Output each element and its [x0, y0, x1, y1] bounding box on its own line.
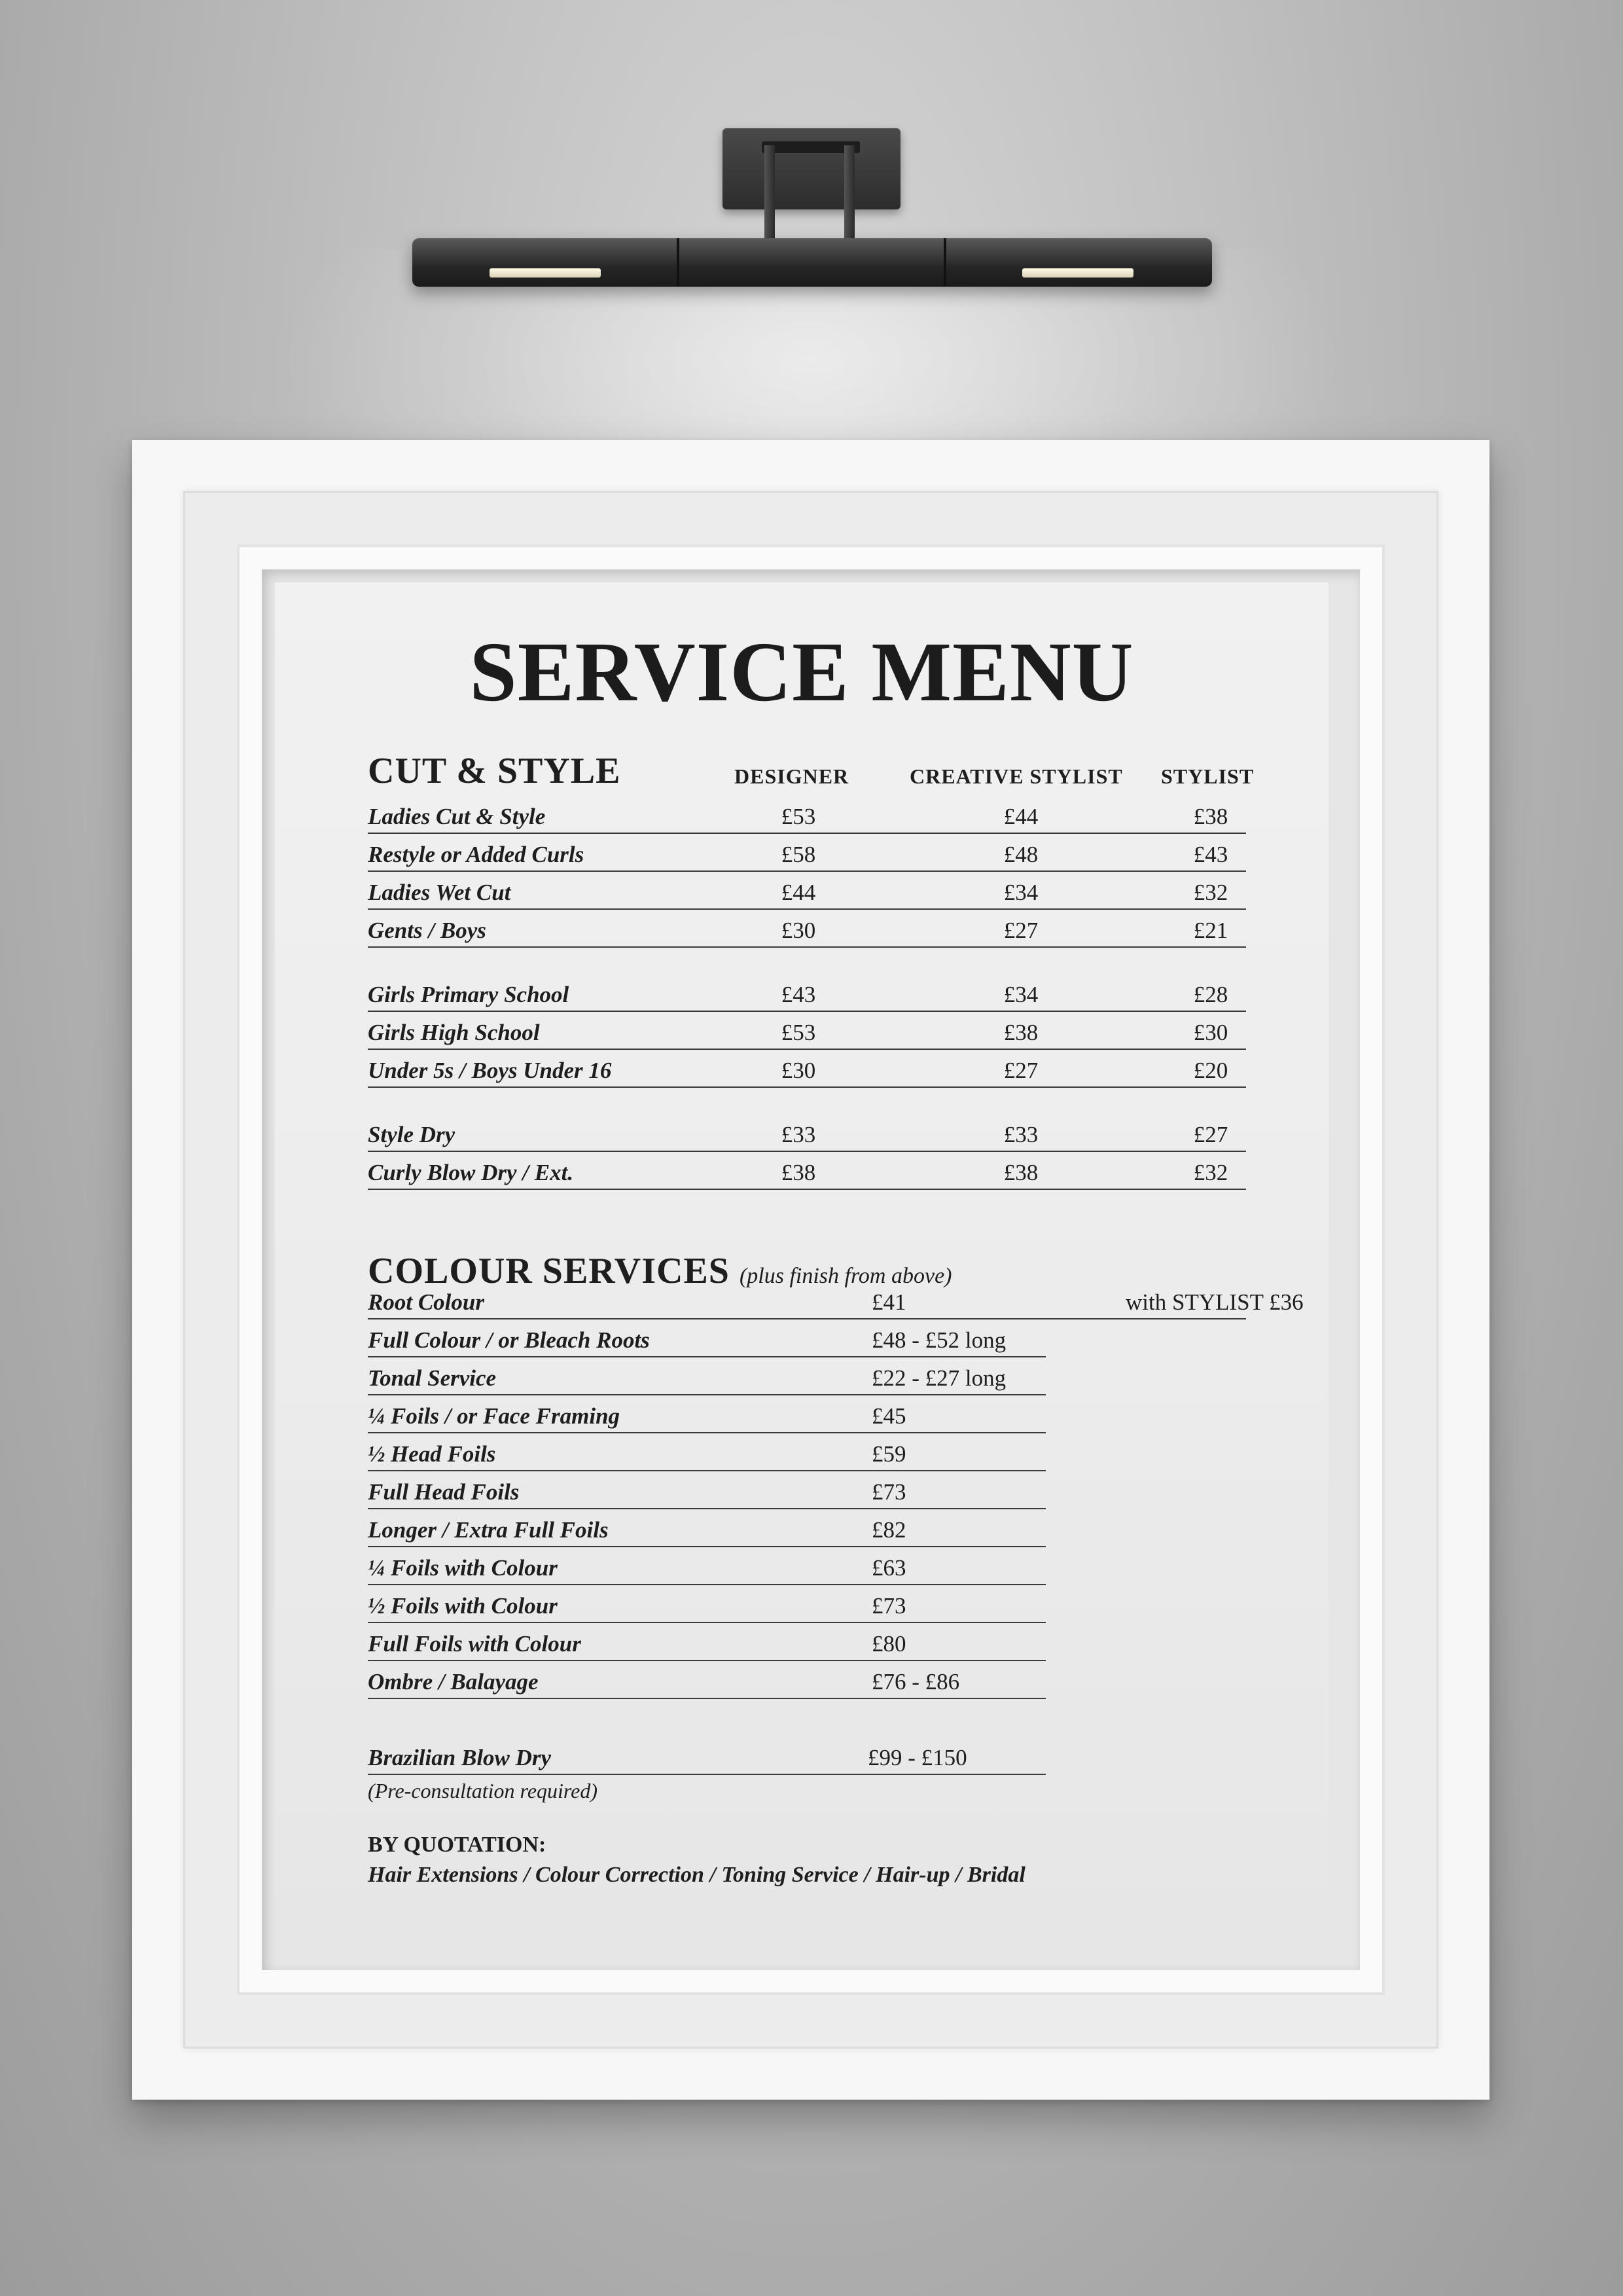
column-stylist: STYLIST	[1161, 764, 1255, 788]
table-row: Tonal Service £22 - £27 long	[368, 1356, 1046, 1395]
table-row: ¼ Foils with Colour £63	[368, 1546, 1046, 1585]
picture-light-bar	[412, 238, 1212, 287]
table-row: Ladies Cut & Style £53 £44 £38	[368, 795, 1246, 834]
quotation-heading: BY QUOTATION:	[368, 1833, 546, 1857]
table-row: Full Head Foils £73	[368, 1470, 1046, 1509]
table-row: Gents / Boys £30 £27 £21	[368, 908, 1246, 948]
picture-light-mount	[722, 128, 901, 209]
colour-services-heading: COLOUR SERVICES (plus finish from above)	[368, 1251, 952, 1291]
table-row: Ombre / Balayage £76 - £86	[368, 1660, 1046, 1699]
brazilian-row: Brazilian Blow Dry £99 - £150	[368, 1736, 1046, 1775]
table-row: Root Colour £41 with STYLIST £36	[368, 1280, 1246, 1319]
table-row: Style Dry £33 £33 £27	[368, 1113, 1246, 1152]
table-row: Full Colour / or Bleach Roots £48 - £52 long	[368, 1318, 1046, 1357]
table-row: Longer / Extra Full Foils £82	[368, 1508, 1046, 1547]
table-row: Girls High School £53 £38 £30	[368, 1011, 1246, 1050]
table-row: ½ Foils with Colour £73	[368, 1584, 1046, 1623]
table-row: Restyle or Added Curls £58 £48 £43	[368, 833, 1246, 872]
column-designer: DESIGNER	[734, 764, 849, 788]
pre-consultation-note: (Pre-consultation required)	[368, 1779, 598, 1803]
picture-light-arm	[844, 145, 855, 243]
cut-style-heading: CUT & STYLE	[368, 751, 621, 791]
table-row: Full Foils with Colour £80	[368, 1622, 1046, 1661]
table-row: Ladies Wet Cut £44 £34 £32	[368, 870, 1246, 910]
quotation-items: Hair Extensions / Colour Correction / Toning Service / Hair-up / Bridal	[368, 1863, 1026, 1887]
picture-light-arm	[764, 145, 775, 243]
stylist-price-note: with STYLIST £36	[1126, 1289, 1304, 1315]
service-menu-sheet	[275, 583, 1329, 1955]
page-title: SERVICE MENU	[469, 625, 1134, 719]
table-row: ½ Head Foils £59	[368, 1432, 1046, 1471]
table-row: Under 5s / Boys Under 16 £30 £27 £20	[368, 1049, 1246, 1088]
column-creative-stylist: CREATIVE STYLIST	[910, 764, 1123, 788]
table-row: Girls Primary School £43 £34 £28	[368, 973, 1246, 1012]
colour-services-note: (plus finish from above)	[739, 1264, 952, 1288]
table-row: ¼ Foils / or Face Framing £45	[368, 1394, 1046, 1433]
table-row: Curly Blow Dry / Ext. £38 £38 £32	[368, 1151, 1246, 1190]
